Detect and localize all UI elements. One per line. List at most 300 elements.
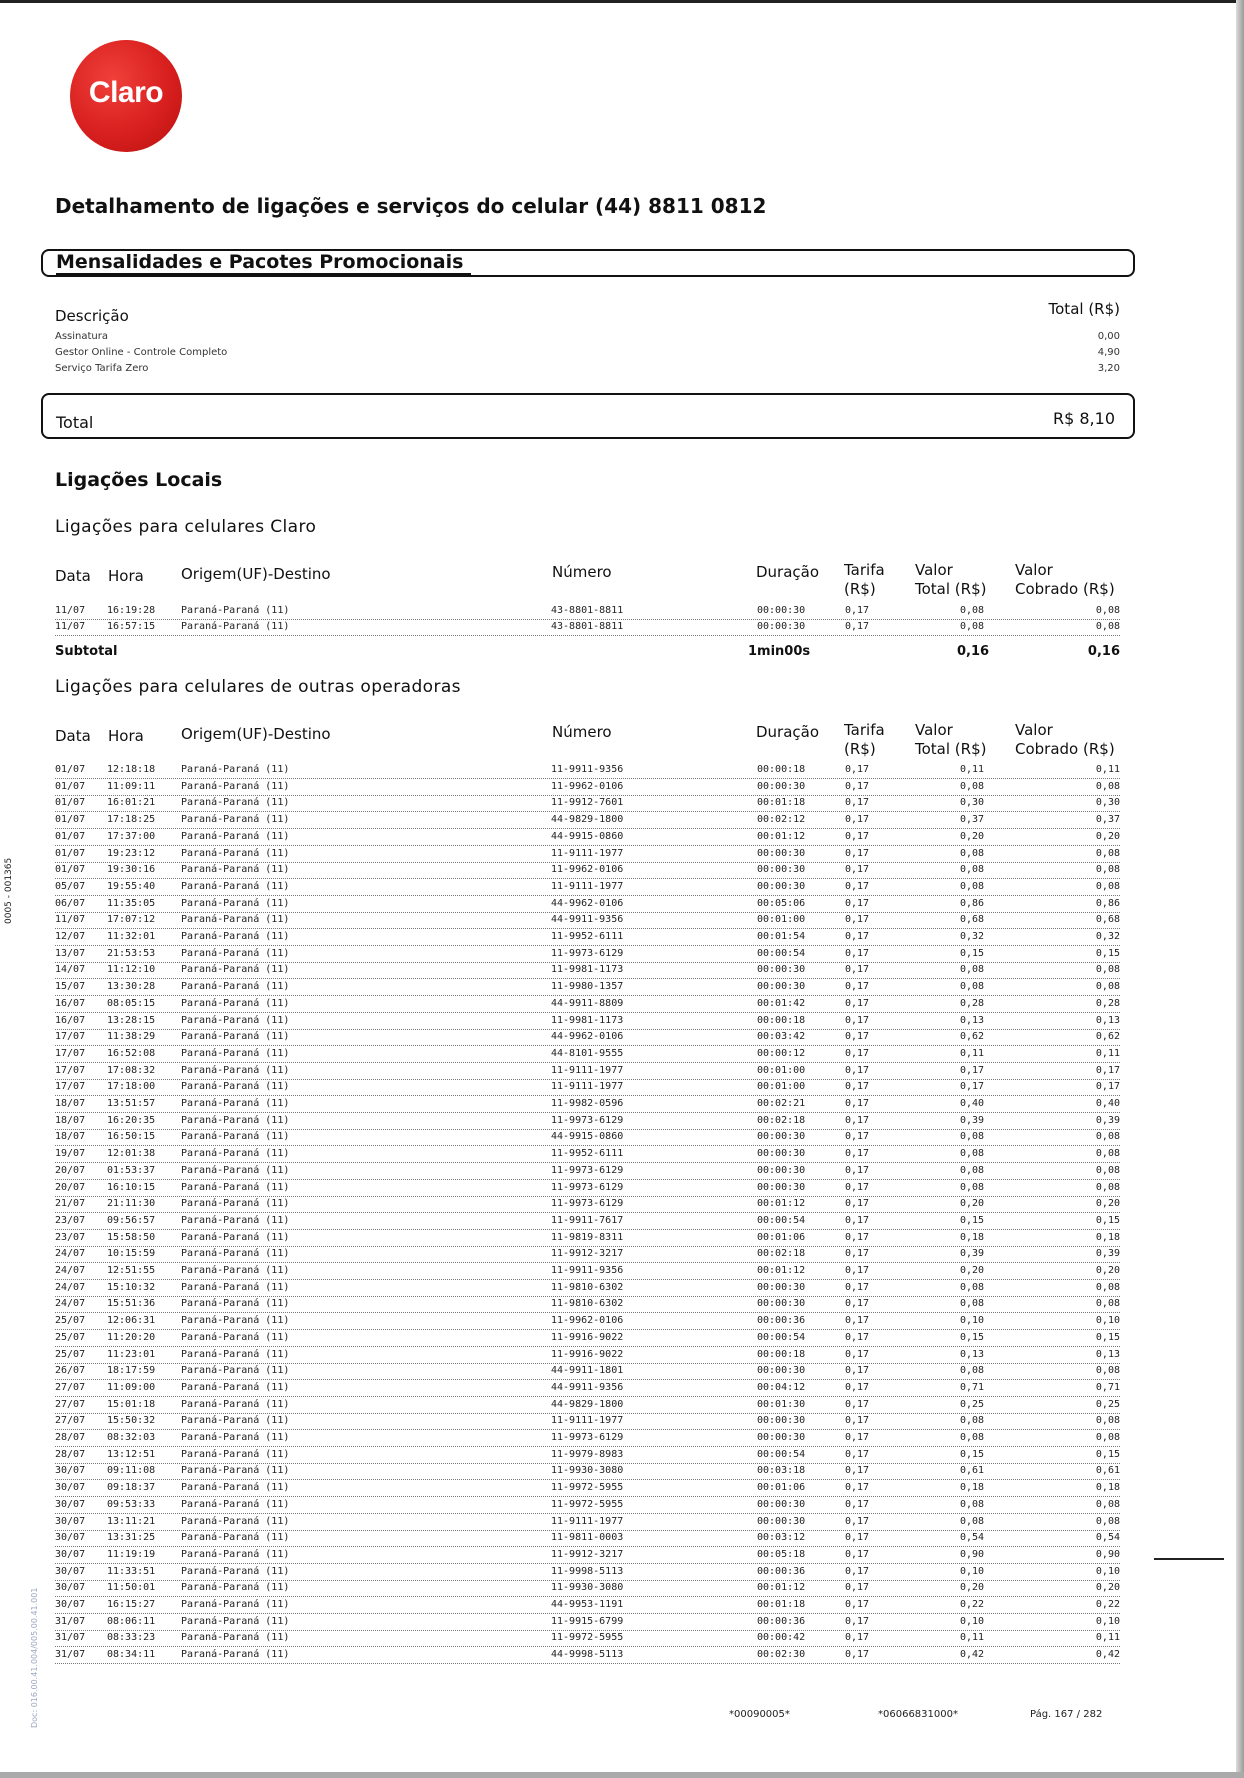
table-row — [55, 1281, 1120, 1297]
call-number: 11-9915-6799 — [551, 1615, 624, 1627]
call-time: 09:18:37 — [107, 1482, 156, 1494]
table-row — [55, 1414, 1120, 1430]
call-duration: 00:00:30 — [757, 847, 806, 859]
call-date: 30/07 — [55, 1532, 86, 1544]
call-charged: 0,08 — [1095, 880, 1120, 892]
call-charged: 0,17 — [1095, 1064, 1120, 1076]
call-origin: Paraná-Paraná (11) — [181, 1599, 290, 1610]
call-rate: 0,17 — [845, 1465, 870, 1477]
call-origin: Paraná-Paraná (11) — [181, 1248, 290, 1260]
call-date: 01/07 — [55, 780, 86, 792]
call-rate: 0,17 — [845, 621, 870, 632]
call-rate: 0,17 — [845, 1548, 870, 1560]
section-title: Mensalidades e Pacotes Promocionais — [56, 251, 471, 275]
call-origin: Paraná-Paraná (11) — [181, 931, 290, 942]
call-value: 0,08 — [960, 1298, 985, 1310]
call-number: 11-9973-6129 — [551, 1114, 624, 1126]
call-time: 18:17:59 — [107, 1365, 156, 1377]
call-number: 11-9811-0003 — [551, 1532, 624, 1544]
call-time: 12:06:31 — [107, 1315, 156, 1327]
call-rate: 0,17 — [845, 764, 870, 775]
call-charged: 0,11 — [1095, 1047, 1120, 1059]
call-number: 11-9981-1173 — [551, 964, 624, 976]
call-rate: 0,17 — [845, 1231, 870, 1243]
call-number: 44-9911-8809 — [551, 997, 624, 1009]
call-number: 11-9972-5955 — [551, 1482, 624, 1494]
call-origin: Paraná-Paraná (11) — [181, 1198, 290, 1210]
subtotal-label: Subtotal — [55, 644, 118, 659]
call-duration: 00:00:30 — [757, 1498, 806, 1510]
call-origin: Paraná-Paraná (11) — [181, 1348, 290, 1360]
call-value: 0,08 — [960, 1131, 985, 1143]
call-value: 0,37 — [960, 814, 985, 826]
call-date: 30/07 — [55, 1599, 86, 1610]
call-charged: 0,08 — [1095, 1498, 1120, 1510]
call-value: 0,08 — [960, 880, 985, 892]
call-date: 30/07 — [55, 1515, 86, 1527]
call-time: 15:51:36 — [107, 1298, 156, 1310]
call-charged: 0,13 — [1095, 1014, 1120, 1026]
call-date: 31/07 — [55, 1649, 86, 1661]
call-time: 19:23:12 — [107, 847, 156, 859]
call-rate: 0,17 — [845, 1415, 870, 1427]
col-header-cobrado-unit: Cobrado (R$) — [1015, 740, 1115, 758]
call-number: 44-9911-1801 — [551, 1365, 624, 1377]
col-header-numero: Número — [552, 723, 612, 741]
call-number: 11-9962-0106 — [551, 1315, 624, 1327]
call-number: 11-9962-0106 — [551, 780, 624, 792]
table-row — [55, 1565, 1120, 1581]
call-duration: 00:00:30 — [757, 981, 806, 993]
table-row — [55, 1247, 1120, 1263]
call-number: 11-9973-6129 — [551, 947, 624, 959]
call-origin: Paraná-Paraná (11) — [181, 981, 290, 993]
call-date: 25/07 — [55, 1315, 86, 1327]
call-duration: 00:01:18 — [757, 797, 806, 809]
call-rate: 0,17 — [845, 1181, 870, 1193]
call-value: 0,15 — [960, 1214, 985, 1226]
call-rate: 0,17 — [845, 847, 870, 859]
table-row — [55, 1030, 1120, 1046]
call-time: 15:01:18 — [107, 1398, 156, 1410]
call-rate: 0,17 — [845, 864, 870, 876]
call-number: 11-9973-6129 — [551, 1198, 624, 1210]
call-charged: 0,71 — [1095, 1381, 1120, 1393]
call-number: 44-9998-5113 — [551, 1649, 624, 1661]
call-number: 11-9911-9356 — [551, 764, 624, 775]
call-number: 11-9810-6302 — [551, 1298, 624, 1310]
call-value: 0,08 — [960, 1281, 985, 1293]
col-header-tarifa — [844, 721, 885, 759]
call-date: 31/07 — [55, 1632, 86, 1644]
table-row — [55, 1197, 1120, 1213]
call-value: 0,10 — [960, 1565, 985, 1577]
call-rate: 0,17 — [845, 814, 870, 826]
call-charged: 0,40 — [1095, 1098, 1120, 1109]
call-time: 11:09:11 — [107, 780, 156, 792]
call-value: 0,08 — [960, 1432, 985, 1443]
call-time: 11:33:51 — [107, 1565, 156, 1577]
call-number: 11-9810-6302 — [551, 1281, 624, 1293]
col-header-duracao: Duração — [756, 563, 820, 581]
call-value: 0,08 — [960, 964, 985, 976]
call-origin: Paraná-Paraná (11) — [181, 1398, 290, 1410]
call-time: 17:18:25 — [107, 814, 156, 826]
table-row — [55, 1114, 1120, 1130]
table-row — [55, 1581, 1120, 1597]
call-charged: 0,54 — [1095, 1532, 1120, 1544]
scan-edge — [1236, 0, 1244, 1778]
call-charged: 0,20 — [1095, 830, 1120, 842]
total-value: R$ 8,10 — [1052, 409, 1115, 428]
call-duration: 00:00:30 — [757, 1164, 806, 1176]
call-rate: 0,17 — [845, 1198, 870, 1210]
call-value: 0,90 — [960, 1548, 985, 1560]
section-header-mensalidades — [41, 249, 1135, 277]
call-charged: 0,08 — [1095, 1298, 1120, 1310]
call-value: 0,15 — [960, 947, 985, 959]
table-row — [55, 1181, 1120, 1197]
call-charged: 0,18 — [1095, 1231, 1120, 1243]
call-value: 0,08 — [960, 847, 985, 859]
logo-text: Claro — [88, 76, 164, 109]
call-charged: 0,62 — [1095, 1031, 1120, 1043]
call-rate: 0,17 — [845, 1331, 870, 1343]
call-time: 16:52:08 — [107, 1047, 156, 1059]
call-origin: Paraná-Paraná (11) — [181, 797, 290, 809]
table-row — [55, 830, 1120, 846]
call-date: 11/07 — [55, 605, 86, 616]
call-date: 05/07 — [55, 880, 86, 892]
call-number: 44-8101-9555 — [551, 1047, 624, 1059]
table-row — [55, 897, 1120, 913]
call-rate: 0,17 — [845, 1064, 870, 1076]
call-charged: 0,20 — [1095, 1582, 1120, 1594]
call-duration: 00:00:42 — [757, 1632, 806, 1644]
call-charged: 0,22 — [1095, 1599, 1120, 1610]
call-duration: 00:01:00 — [757, 1081, 806, 1093]
call-charged: 0,61 — [1095, 1465, 1120, 1477]
col-header-hora: Hora — [108, 727, 144, 745]
call-origin: Paraná-Paraná (11) — [181, 864, 290, 876]
call-origin: Paraná-Paraná (11) — [181, 1415, 290, 1427]
call-date: 28/07 — [55, 1448, 86, 1460]
call-date: 27/07 — [55, 1398, 86, 1410]
call-origin: Paraná-Paraná (11) — [181, 1031, 290, 1043]
call-date: 17/07 — [55, 1081, 86, 1093]
call-duration: 00:00:30 — [757, 864, 806, 876]
col-header-tarifa-label: Tarifa — [844, 721, 885, 739]
call-time: 16:10:15 — [107, 1181, 156, 1193]
fee-row — [55, 331, 1120, 345]
call-time: 10:15:59 — [107, 1248, 156, 1260]
table-row — [55, 1064, 1120, 1080]
call-number: 11-9911-7617 — [551, 1214, 624, 1226]
section-title-locais: Ligações Locais — [55, 469, 223, 491]
fee-desc: Assinatura — [55, 331, 109, 342]
call-origin: Paraná-Paraná (11) — [181, 1632, 290, 1644]
call-rate: 0,17 — [845, 964, 870, 976]
table-row — [55, 930, 1120, 946]
call-origin: Paraná-Paraná (11) — [181, 1014, 290, 1026]
call-value: 0,18 — [960, 1231, 985, 1243]
call-date: 23/07 — [55, 1231, 86, 1243]
call-duration: 00:00:54 — [757, 1214, 806, 1226]
call-charged: 0,10 — [1095, 1315, 1120, 1327]
call-number: 11-9916-9022 — [551, 1331, 624, 1343]
call-time: 19:30:16 — [107, 864, 156, 876]
call-origin: Paraná-Paraná (11) — [181, 1098, 290, 1109]
scan-mark — [1154, 1558, 1224, 1560]
call-rate: 0,17 — [845, 1148, 870, 1160]
call-origin: Paraná-Paraná (11) — [181, 1565, 290, 1577]
call-date: 25/07 — [55, 1348, 86, 1360]
call-origin: Paraná-Paraná (11) — [181, 1515, 290, 1527]
call-rate: 0,17 — [845, 1031, 870, 1043]
call-value: 0,08 — [960, 605, 985, 616]
call-origin: Paraná-Paraná (11) — [181, 780, 290, 792]
call-duration: 00:02:18 — [757, 1114, 806, 1126]
call-date: 21/07 — [55, 1198, 86, 1210]
col-header-cobrado-unit: Cobrado (R$) — [1015, 580, 1115, 598]
call-number: 44-9953-1191 — [551, 1599, 624, 1610]
call-charged: 0,18 — [1095, 1482, 1120, 1494]
call-origin: Paraná-Paraná (11) — [181, 1582, 290, 1594]
table-row — [55, 1548, 1120, 1564]
call-origin: Paraná-Paraná (11) — [181, 947, 290, 959]
table-row — [55, 1130, 1120, 1146]
call-value: 0,42 — [960, 1649, 985, 1661]
call-date: 24/07 — [55, 1265, 86, 1276]
call-duration: 00:01:06 — [757, 1482, 806, 1494]
call-time: 09:53:33 — [107, 1498, 156, 1510]
call-time: 08:33:23 — [107, 1632, 156, 1644]
call-value: 0,20 — [960, 1265, 985, 1276]
call-time: 17:07:12 — [107, 914, 156, 926]
call-value: 0,32 — [960, 931, 985, 942]
col-header-origem: Origem(UF)-Destino — [181, 725, 331, 743]
call-rate: 0,17 — [845, 1365, 870, 1377]
call-time: 16:15:27 — [107, 1599, 156, 1610]
call-rate: 0,17 — [845, 1498, 870, 1510]
call-time: 12:01:38 — [107, 1148, 156, 1160]
col-header-descricao: Descrição — [55, 307, 129, 325]
call-date: 17/07 — [55, 1047, 86, 1059]
call-charged: 0,39 — [1095, 1248, 1120, 1260]
call-duration: 00:01:18 — [757, 1599, 806, 1610]
call-number: 43-8801-8811 — [551, 605, 624, 616]
call-time: 11:09:00 — [107, 1381, 156, 1393]
call-number: 11-9911-9356 — [551, 1265, 624, 1276]
call-rate: 0,17 — [845, 1448, 870, 1460]
call-number: 11-9111-1977 — [551, 1064, 624, 1076]
call-rate: 0,17 — [845, 1281, 870, 1293]
subtotal-row — [55, 644, 1120, 660]
table-row — [55, 763, 1120, 779]
col-header-total: Total (R$) — [1048, 300, 1120, 318]
call-date: 01/07 — [55, 814, 86, 826]
col-header-tarifa-unit: (R$) — [844, 740, 876, 758]
table-row — [55, 1014, 1120, 1030]
call-rate: 0,17 — [845, 797, 870, 809]
call-time: 11:23:01 — [107, 1348, 156, 1360]
call-time: 01:53:37 — [107, 1164, 156, 1176]
call-number: 11-9930-3080 — [551, 1582, 624, 1594]
call-date: 19/07 — [55, 1148, 86, 1160]
call-duration: 00:00:30 — [757, 1298, 806, 1310]
call-value: 0,71 — [960, 1381, 985, 1393]
table-row — [55, 1297, 1120, 1313]
call-rate: 0,17 — [845, 981, 870, 993]
total-box — [41, 393, 1135, 439]
call-origin: Paraná-Paraná (11) — [181, 1214, 290, 1226]
call-number: 43-8801-8811 — [551, 621, 624, 632]
table-row — [55, 1648, 1120, 1664]
call-number: 11-9111-1977 — [551, 1415, 624, 1427]
call-date: 01/07 — [55, 764, 86, 775]
call-duration: 00:00:30 — [757, 1515, 806, 1527]
call-number: 11-9912-3217 — [551, 1548, 624, 1560]
call-number: 11-9982-0596 — [551, 1098, 624, 1109]
call-duration: 00:01:12 — [757, 830, 806, 842]
table-row — [55, 1598, 1120, 1614]
call-number: 11-9930-3080 — [551, 1465, 624, 1477]
call-value: 0,08 — [960, 780, 985, 792]
call-charged: 0,08 — [1095, 981, 1120, 993]
call-time: 11:12:10 — [107, 964, 156, 976]
call-rate: 0,17 — [845, 1615, 870, 1627]
call-number: 44-9962-0106 — [551, 1031, 624, 1043]
call-date: 31/07 — [55, 1615, 86, 1627]
call-number: 11-9979-8983 — [551, 1448, 624, 1460]
call-duration: 00:00:30 — [757, 1415, 806, 1427]
call-duration: 00:01:12 — [757, 1582, 806, 1594]
call-value: 0,25 — [960, 1398, 985, 1410]
call-date: 15/07 — [55, 981, 86, 993]
call-number: 11-9980-1357 — [551, 981, 624, 993]
call-date: 24/07 — [55, 1298, 86, 1310]
call-duration: 00:01:12 — [757, 1265, 806, 1276]
call-date: 27/07 — [55, 1415, 86, 1427]
call-date: 25/07 — [55, 1331, 86, 1343]
call-origin: Paraná-Paraná (11) — [181, 914, 290, 926]
call-charged: 0,20 — [1095, 1265, 1120, 1276]
call-number: 11-9916-9022 — [551, 1348, 624, 1360]
call-rate: 0,17 — [845, 1381, 870, 1393]
call-time: 11:50:01 — [107, 1582, 156, 1594]
call-date: 20/07 — [55, 1181, 86, 1193]
subtotal-duracao: 1min00s — [748, 644, 811, 659]
call-time: 16:01:21 — [107, 797, 156, 809]
call-time: 09:11:08 — [107, 1465, 156, 1477]
call-time: 08:05:15 — [107, 997, 156, 1009]
call-origin: Paraná-Paraná (11) — [181, 764, 290, 775]
call-rate: 0,17 — [845, 1565, 870, 1577]
call-charged: 0,68 — [1095, 914, 1120, 926]
call-origin: Paraná-Paraná (11) — [181, 897, 290, 909]
call-origin: Paraná-Paraná (11) — [181, 621, 290, 632]
call-time: 17:18:00 — [107, 1081, 156, 1093]
call-time: 13:30:28 — [107, 981, 156, 993]
col-header-valor-unit: Total (R$) — [915, 580, 987, 598]
call-rate: 0,17 — [845, 1482, 870, 1494]
table-row — [55, 604, 1120, 620]
call-duration: 00:01:00 — [757, 1064, 806, 1076]
table-row — [55, 1615, 1120, 1631]
table-row — [55, 980, 1120, 996]
call-charged: 0,15 — [1095, 1331, 1120, 1343]
call-date: 30/07 — [55, 1548, 86, 1560]
call-date: 28/07 — [55, 1432, 86, 1443]
call-origin: Paraná-Paraná (11) — [181, 814, 290, 826]
call-number: 11-9111-1977 — [551, 880, 624, 892]
call-duration: 00:01:30 — [757, 1398, 806, 1410]
call-value: 0,20 — [960, 1198, 985, 1210]
call-value: 0,08 — [960, 1164, 985, 1176]
call-origin: Paraná-Paraná (11) — [181, 1548, 290, 1560]
call-date: 17/07 — [55, 1064, 86, 1076]
call-date: 11/07 — [55, 621, 86, 632]
call-duration: 00:00:30 — [757, 605, 806, 616]
call-charged: 0,08 — [1095, 1415, 1120, 1427]
call-date: 30/07 — [55, 1482, 86, 1494]
call-value: 0,08 — [960, 1181, 985, 1193]
call-value: 0,08 — [960, 1148, 985, 1160]
call-date: 27/07 — [55, 1381, 86, 1393]
col-header-valor-label: Valor — [915, 561, 953, 579]
call-value: 0,15 — [960, 1448, 985, 1460]
call-date: 14/07 — [55, 964, 86, 976]
call-charged: 0,17 — [1095, 1081, 1120, 1093]
col-header-duracao: Duração — [756, 723, 820, 741]
col-header-tarifa-label: Tarifa — [844, 561, 885, 579]
call-duration: 00:00:30 — [757, 1432, 806, 1443]
call-date: 13/07 — [55, 947, 86, 959]
table-row — [55, 1448, 1120, 1464]
table-row — [55, 1164, 1120, 1180]
call-charged: 0,32 — [1095, 931, 1120, 942]
call-time: 16:57:15 — [107, 621, 156, 632]
call-origin: Paraná-Paraná (11) — [181, 830, 290, 842]
call-rate: 0,17 — [845, 1081, 870, 1093]
call-time: 08:34:11 — [107, 1649, 156, 1661]
subsection-title-claro: Ligações para celulares Claro — [55, 517, 317, 537]
fee-row — [55, 363, 1120, 377]
call-origin: Paraná-Paraná (11) — [181, 1649, 290, 1661]
fee-row — [55, 347, 1120, 361]
call-rate: 0,17 — [845, 1432, 870, 1443]
call-time: 13:28:15 — [107, 1014, 156, 1026]
call-date: 18/07 — [55, 1131, 86, 1143]
call-charged: 0,37 — [1095, 814, 1120, 826]
call-date: 18/07 — [55, 1114, 86, 1126]
call-number: 11-9111-1977 — [551, 1515, 624, 1527]
call-date: 24/07 — [55, 1281, 86, 1293]
call-origin: Paraná-Paraná (11) — [181, 1532, 290, 1544]
call-number: 11-9912-7601 — [551, 797, 624, 809]
call-origin: Paraná-Paraná (11) — [181, 1081, 290, 1093]
call-date: 01/07 — [55, 864, 86, 876]
call-rate: 0,17 — [845, 1398, 870, 1410]
call-number: 11-9912-3217 — [551, 1248, 624, 1260]
fee-value: 3,20 — [1097, 363, 1120, 374]
call-duration: 00:03:12 — [757, 1532, 806, 1544]
call-rate: 0,17 — [845, 780, 870, 792]
call-charged: 0,08 — [1095, 1432, 1120, 1443]
call-date: 30/07 — [55, 1498, 86, 1510]
call-rate: 0,17 — [845, 1582, 870, 1594]
call-time: 19:55:40 — [107, 880, 156, 892]
